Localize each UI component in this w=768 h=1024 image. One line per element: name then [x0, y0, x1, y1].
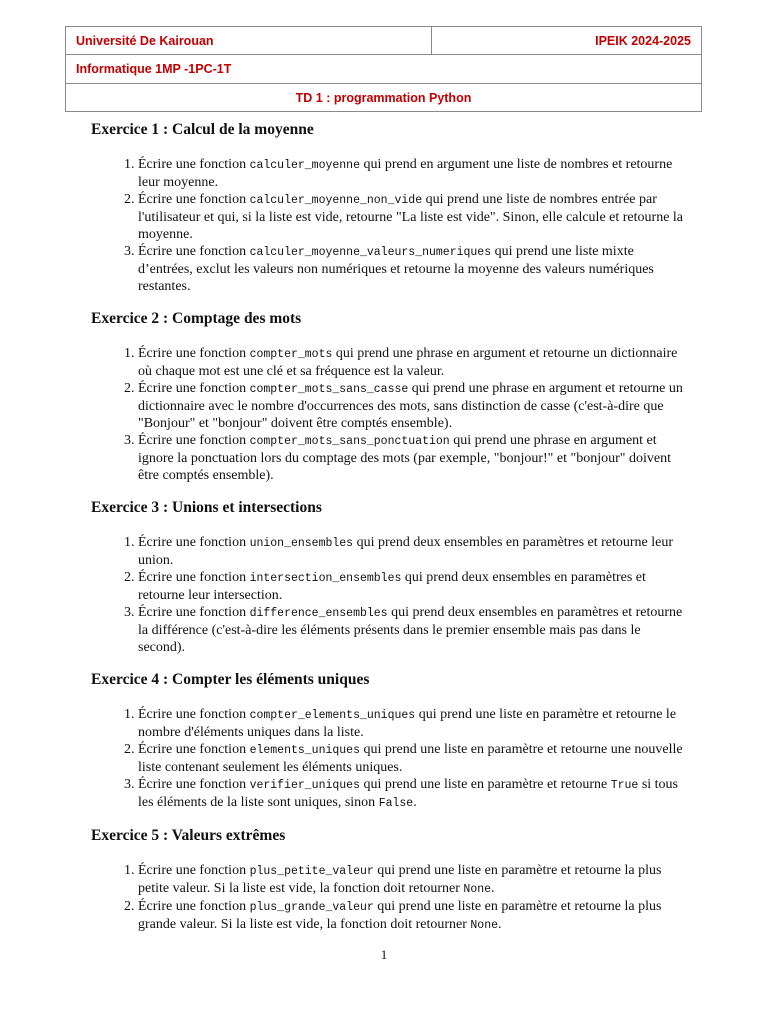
item-text: qui prend deux ensembles en paramètres et retourne leur intersection.: [138, 570, 646, 603]
item-text: Écrire une fonction: [138, 192, 250, 207]
function-name: None: [463, 883, 492, 896]
course-name: Informatique 1MP -1PC-1T: [66, 55, 702, 84]
exercise-item: [138, 706, 691, 741]
exercise-item: [138, 534, 691, 569]
item-text: .: [413, 795, 417, 810]
item-text: Écrire une fonction: [138, 535, 250, 550]
exercise-item: [138, 191, 691, 243]
function-name: plus_grande_valeur: [249, 901, 374, 914]
exercise-item: [138, 432, 691, 484]
item-text: Écrire une fonction: [138, 742, 250, 757]
header-table: [65, 26, 702, 112]
item-text: Écrire une fonction: [138, 899, 250, 914]
item-text: qui prend une liste mixte d’entrées, exclut les valeurs non numériques et retourne la moyenne des valeurs numériques restantes.: [138, 244, 654, 294]
item-text: qui prend une phrase en argument et retourne un dictionnaire avec le nombre d'occurrences des mots, sans distinction de casse (c'est-à-dire que "Bonjour" et "bonjour" doivent être comptés ensemble).: [138, 381, 683, 431]
exercise-item: [138, 380, 691, 432]
function-name: plus_petite_valeur: [249, 865, 374, 878]
exercise-items: [91, 156, 691, 295]
item-text: qui prend une liste en paramètre et retourne une nouvelle liste contenant seulement les éléments uniques.: [138, 742, 683, 775]
exercise-item: [138, 345, 691, 380]
item-text: Écrire une fonction: [138, 433, 250, 448]
exercise-list: [91, 121, 691, 949]
exercise-item: [138, 156, 691, 191]
item-text: Écrire une fonction: [138, 777, 250, 792]
item-text: qui prend une phrase en argument et ignore la ponctuation lors du comptage des mots (par exemple, "bonjour!" et "bonjour" doivent être comptés ensemble).: [138, 433, 671, 483]
function-name: compter_elements_uniques: [249, 709, 416, 722]
item-text: Écrire une fonction: [138, 863, 250, 878]
function-name: compter_mots_sans_ponctuation: [249, 435, 450, 448]
exercise-items: [91, 862, 691, 934]
university-name: Université De Kairouan: [66, 27, 432, 55]
exercise-item: [138, 604, 691, 656]
institute-year: IPEIK 2024-2025: [432, 27, 702, 55]
function-name: verifier_uniques: [249, 779, 360, 792]
item-text: qui prend deux ensembles en paramètres et retourne leur union.: [138, 535, 674, 568]
exercise-title: Exercice 2 : Comptage des mots: [91, 310, 302, 327]
item-text: si tous les éléments de la liste sont uniques, sinon: [138, 777, 679, 810]
exercise-item: [138, 741, 691, 776]
item-text: Écrire une fonction: [138, 605, 250, 620]
function-name: difference_ensembles: [249, 607, 388, 620]
exercise-title: Exercice 1 : Calcul de la moyenne: [91, 121, 314, 138]
item-text: Écrire une fonction: [138, 707, 250, 722]
exercise-title: Exercice 5 : Valeurs extrêmes: [91, 827, 286, 844]
item-text: qui prend deux ensembles en paramètres et retourne la différence (c'est-à-dire les éléments présents dans le premier ensemble mais pas dans le second).: [138, 605, 683, 655]
item-text: Écrire une fonction: [138, 381, 250, 396]
item-text: qui prend une liste de nombres entrée par l'utilisateur et qui, si la liste est vide, retourne "La liste est vide". Sinon, elle calcule et retourne la moyenne.: [138, 192, 684, 242]
item-text: Écrire une fonction: [138, 157, 250, 172]
function-name: calculer_moyenne_valeurs_numeriques: [249, 246, 492, 259]
exercise-title: Exercice 3 : Unions et intersections: [91, 499, 322, 516]
function-name: None: [470, 919, 499, 932]
item-text: qui prend une phrase en argument et retourne un dictionnaire où chaque mot est une clé et sa fréquence est la valeur.: [138, 346, 678, 379]
function-name: intersection_ensembles: [249, 572, 402, 585]
function-name: calculer_moyenne: [249, 159, 360, 172]
function-name: False: [378, 797, 414, 810]
exercise-item: [138, 862, 691, 898]
function-name: calculer_moyenne_non_vide: [249, 194, 423, 207]
function-name: True: [610, 779, 639, 792]
item-text: qui prend une liste en paramètre et retourne la plus grande valeur. Si la liste est vide, la fonction doit retourner: [138, 899, 662, 932]
item-text: qui prend en argument une liste de nombres et retourne leur moyenne.: [138, 157, 673, 190]
exercise-item: [138, 776, 691, 812]
item-text: Écrire une fonction: [138, 346, 250, 361]
item-text: Écrire une fonction: [138, 570, 250, 585]
exercise-items: [91, 345, 691, 484]
exercise-item: [138, 243, 691, 295]
item-text: qui prend une liste en paramètre et retourne le nombre d'éléments uniques dans la liste.: [138, 707, 677, 740]
item-text: qui prend une liste en paramètre et retourne: [359, 777, 611, 792]
function-name: compter_mots_sans_casse: [249, 383, 409, 396]
exercise-item: [138, 569, 691, 604]
item-text: Écrire une fonction: [138, 244, 250, 259]
item-text: .: [498, 917, 502, 932]
function-name: union_ensembles: [249, 537, 354, 550]
td-title: TD 1 : programmation Python: [66, 84, 702, 112]
page-number: 1: [380, 947, 388, 962]
item-text: .: [491, 881, 495, 896]
exercise-items: [91, 534, 691, 656]
function-name: compter_mots: [249, 348, 333, 361]
function-name: elements_uniques: [249, 744, 360, 757]
exercise-title: Exercice 4 : Compter les éléments uniques: [91, 671, 370, 688]
exercise-item: [138, 898, 691, 934]
item-text: qui prend une liste en paramètre et retourne la plus petite valeur. Si la liste est vide, la fonction doit retourner: [138, 863, 662, 896]
exercise-items: [91, 706, 691, 812]
